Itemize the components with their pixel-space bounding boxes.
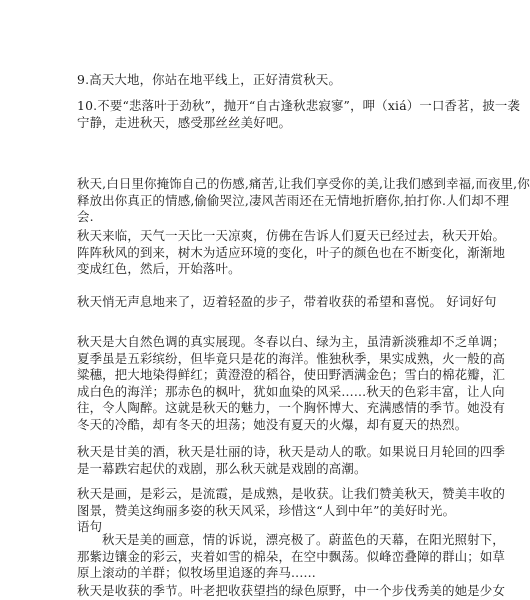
- paragraph-line: 10.不要“悲落叶于劲秋”，抛开“自古逢秋悲寂寥”，呷（xiá）一口香茗，披一袭: [77, 98, 521, 113]
- paragraph-line: 释放出你真正的情感,偷偷哭泣,凄风苦雨还在无情地折磨你,拍打你.人们却不理: [77, 192, 510, 208]
- paragraph-18: [77, 583, 506, 600]
- paragraph-line: 粱穗，把大地染得鲜红；黄澄澄的稻谷，使田野洒满金色；雪白的棉花瓣，汇: [77, 367, 506, 382]
- paragraph-14: [77, 334, 506, 433]
- paragraph-12: [77, 228, 506, 278]
- paragraph-line: 冬天的冷酷，却有冬天的坦荡；她没有夏天的火爆，却有夏天的热烈。: [77, 416, 468, 432]
- paragraph-line: 那紫边镶金的彩云，夹着如雪的棉朵，在空中飘荡。似峰峦叠障的群山；如草: [77, 548, 506, 564]
- paragraph-16: [77, 486, 506, 536]
- paragraph-line: 阵阵秋风的到来，树木为适应环境的变化，叶子的颜色也在不断变化，渐渐地: [77, 244, 506, 260]
- paragraph-line: 秋天是大自然色调的真实展现。冬春以白、绿为主，虽清新淡雅却不乏单调；: [77, 334, 506, 349]
- paragraph-10: [77, 98, 521, 131]
- paragraph-line: 秋天是美的画意，情的诉说，漂亮极了。蔚蓝色的天幕，在阳光照射下，: [102, 532, 505, 547]
- paragraph-line: 秋天来临，天气一天比一天凉爽，仿佛在告诉人们夏天已经过去，秋天开始。: [77, 228, 506, 243]
- paragraph-line: 语句: [77, 519, 103, 534]
- paragraph-line: 秋天是画，是彩云，是流霞，是成熟，是收获。让我们赞美秋天，赞美丰收的: [77, 486, 506, 501]
- paragraph-line: 9.高天大地，你站在地平线上，正好清赏秋天。: [77, 72, 342, 87]
- paragraph-15: [77, 444, 506, 477]
- paragraph-line: 图景，赞美这绚丽多姿的秋天风采，珍惜这“人到中年”的美好时光。: [77, 502, 456, 518]
- paragraph-line: 秋天,白日里你掩饰自己的伤感,痛苦,让我们享受你的美,让我们感到幸福,而夜里,你: [77, 176, 530, 191]
- paragraph-13: [77, 294, 497, 311]
- paragraph-line: 变成红色，然后，开始落叶。: [77, 261, 241, 276]
- paragraph-line: 原上滚动的羊群；似牧场里追逐的奔马......: [77, 565, 316, 580]
- paragraph-17: [77, 532, 506, 582]
- paragraph-line: 会.: [77, 209, 94, 224]
- paragraph-line: 成白色的海洋；那赤色的枫叶，犹如血染的风采......秋天的色彩丰富，让人向: [77, 383, 505, 399]
- paragraph-11: [77, 176, 530, 226]
- paragraph-9: [77, 72, 435, 89]
- paragraph-line: 秋天是甘美的酒，秋天是壮丽的诗，秋天是动人的歌。如果说日月轮回的四季: [77, 444, 506, 459]
- paragraph-line: 秋天悄无声息地来了，迈着轻盈的步子，带着收获的希望和喜悦。 好词好句: [77, 294, 497, 309]
- paragraph-line: 往，令人陶醉。这就是秋天的魅力，一个胸怀博大、充满感情的季节。她没有: [77, 400, 506, 415]
- paragraph-line: 是一幕跌宕起伏的戏剧，那么秋天就是戏剧的高潮。: [77, 460, 367, 476]
- paragraph-line: 秋天是收获的季节。叶老把收获望挡的绿色原野，中一个步伐秀美的她是少女: [77, 583, 506, 598]
- paragraph-line: 宁静，走进秋天，感受那丝丝美好吧。: [77, 114, 292, 130]
- paragraph-line: 夏季虽是五彩缤纷，但毕竟只是花的海洋。惟独秋季，果实成熟，火一般的高: [77, 350, 506, 366]
